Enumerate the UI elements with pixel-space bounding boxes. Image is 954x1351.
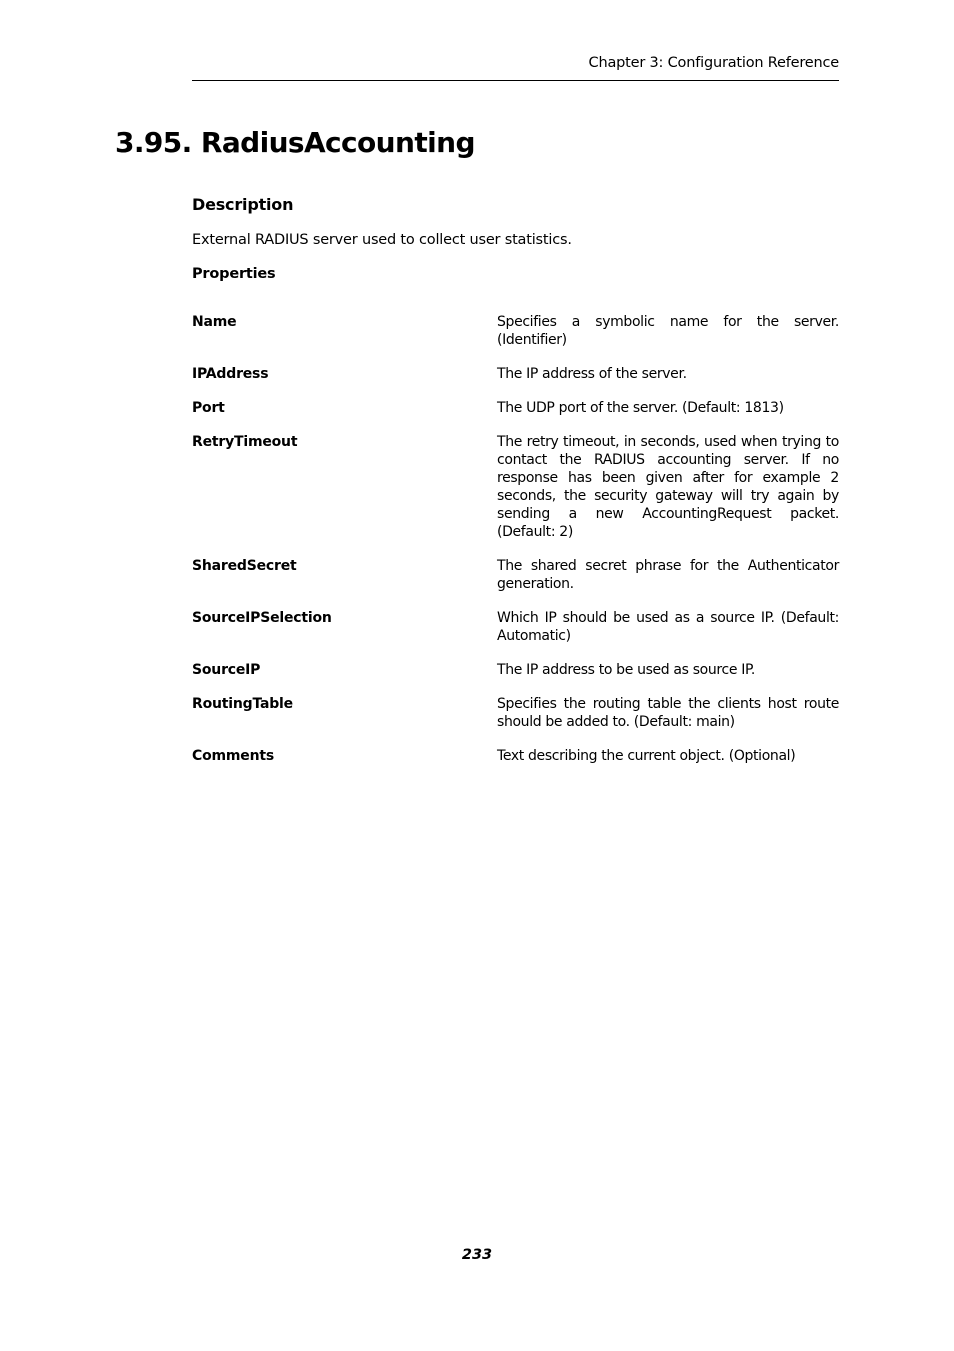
properties-table: [192, 313, 839, 781]
property-row-ipaddress: [192, 365, 839, 383]
header-divider: [192, 80, 839, 81]
property-name: SourceIPSelection: [192, 610, 332, 626]
property-description: The IP address of the server.: [497, 366, 687, 382]
properties-heading: Properties: [192, 266, 276, 282]
property-description: The UDP port of the server. (Default: 1813): [497, 400, 784, 416]
property-name: SharedSecret: [192, 558, 297, 574]
property-description: The retry timeout, in seconds, used when trying to contact the RADIUS accounting server. If no response has been given after for example 2 seconds, the security gateway will try again by sending a new AccountingRequest packet. (Default: 2): [497, 434, 839, 540]
property-row-port: [192, 399, 839, 417]
property-name: RoutingTable: [192, 696, 293, 712]
property-name: Port: [192, 400, 225, 416]
description-heading: Description: [192, 195, 294, 214]
property-name: Name: [192, 314, 237, 330]
property-row-name: [192, 313, 839, 349]
property-row-sourceipselection: [192, 609, 839, 645]
property-description: Specifies the routing table the clients host route should be added to. (Default: main): [497, 696, 839, 730]
property-name: SourceIP: [192, 662, 261, 678]
property-name: RetryTimeout: [192, 434, 298, 450]
property-description: The IP address to be used as source IP.: [497, 662, 755, 678]
property-row-routingtable: [192, 695, 839, 731]
property-row-comments: [192, 747, 839, 765]
property-description: The shared secret phrase for the Authenticator generation.: [497, 558, 839, 592]
chapter-header: Chapter 3: Configuration Reference: [588, 55, 839, 71]
description-text: External RADIUS server used to collect user statistics.: [192, 232, 572, 248]
property-name: Comments: [192, 748, 274, 764]
property-name: IPAddress: [192, 366, 269, 382]
property-row-sourceip: [192, 661, 839, 679]
property-row-sharedsecret: [192, 557, 839, 593]
property-description: Which IP should be used as a source IP. (Default: Automatic): [497, 610, 839, 644]
property-description: Text describing the current object. (Optional): [497, 748, 796, 764]
page-number: 233: [461, 1247, 493, 1263]
page-title: 3.95. RadiusAccounting: [115, 126, 475, 159]
property-row-retrytimeout: [192, 433, 839, 541]
property-description: Specifies a symbolic name for the server. (Identifier): [497, 314, 839, 348]
